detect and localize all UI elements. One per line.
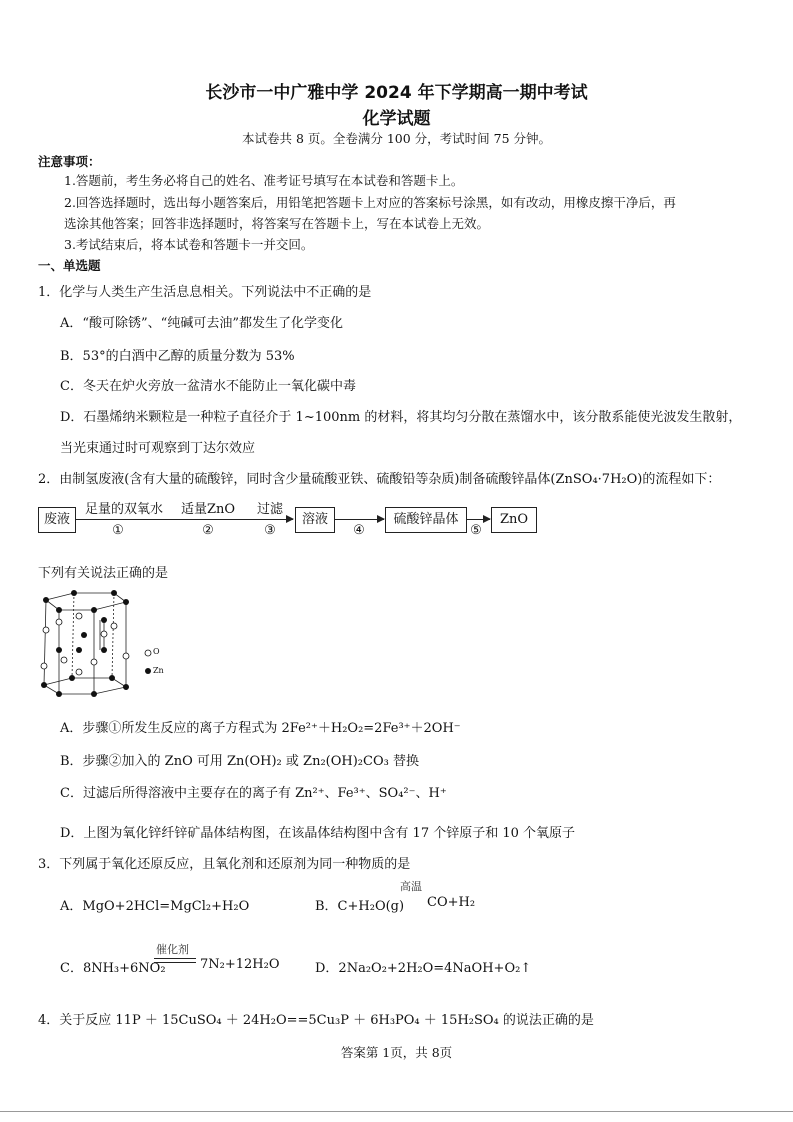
q2-option-a: A．步骤①所发生反应的离子方程式为 2Fe²⁺＋H₂O₂=2Fe³⁺＋2OH⁻ xyxy=(60,721,461,736)
flow-num-3: ③ xyxy=(264,523,276,538)
flow-arrow-main-1 xyxy=(75,519,293,520)
flow-box-crystal: 硫酸锌晶体 xyxy=(385,507,467,533)
flow-label-step1: 足量的双氧水 xyxy=(84,502,163,517)
section-heading: 一、单选题 xyxy=(38,258,101,273)
flow-arrow-main-3 xyxy=(466,519,490,520)
q3-option-b-left: B．C+H₂O(g) xyxy=(315,899,405,914)
flow-num-2: ② xyxy=(202,523,214,538)
exam-title: 长沙市一中广雅中学 2024 年下学期高一期中考试 xyxy=(205,83,588,103)
q3-option-c-left: C．8NH₃+6NO₂ xyxy=(60,961,166,976)
q3-option-a: A．MgO+2HCl=MgCl₂+H₂O xyxy=(60,899,250,914)
q1-option-a: A．“酸可除锈”、“纯碱可去油”都发生了化学变化 xyxy=(60,316,343,331)
q1-option-d: D．石墨烯纳米颗粒是一种粒子直径介于 1~100nm 的材料，将其均匀分散在蒸馏水中，该分散系能使光波发生散射， xyxy=(60,410,742,425)
flow-arrow-main-2 xyxy=(334,519,384,520)
legend-zn-label: Zn xyxy=(153,666,164,675)
q1-option-d-cont: 当光束通过时可观察到丁达尔效应 xyxy=(60,441,256,456)
note-item-1: 1.答题前，考生务必将自己的姓名、准考证号填写在本试卷和答题卡上。 xyxy=(64,173,464,188)
q1-option-b: B．53°的白酒中乙醇的质量分数为 53% xyxy=(60,349,295,364)
flow-label-step3: 过滤 xyxy=(256,502,283,517)
q1-option-c: C．冬天在炉火旁放一盆清水不能防止一氧化碳中毒 xyxy=(60,379,356,394)
q2-option-d: D．上图为氧化锌纤锌矿晶体结构图，在该晶体结构图中含有 17 个锌原子和 10 个氧原子 xyxy=(60,826,576,841)
q3-option-c-equals-sign xyxy=(154,958,196,963)
q3-option-d: D．2Na₂O₂+2H₂O=4NaOH+O₂↑ xyxy=(315,961,532,976)
q3-option-c-right: 7N₂+12H₂O xyxy=(200,957,280,972)
flow-num-4: ④ xyxy=(353,523,365,538)
flow-num-5: ⑤ xyxy=(470,523,482,538)
exam-subtitle: 化学试题 xyxy=(362,109,431,129)
flow-num-1: ① xyxy=(112,523,124,538)
q2-stem: 2．由制氢废液(含有大量的硫酸锌，同时含少量硫酸亚铁、硫酸铅等杂质)制备硫酸锌晶体(ZnSO₄·7H₂O)的流程如下： xyxy=(38,472,721,487)
q4-stem: 4．关于反应 11P ＋ 15CuSO₄ ＋ 24H₂O==5Cu₃P ＋ 6H₃PO₄ ＋ 15H₂SO₄ 的说法正确的是 xyxy=(38,1013,594,1028)
legend-o-label: O xyxy=(153,647,160,656)
flow-box-waste: 废液 xyxy=(38,507,76,533)
q2-option-c: C．过滤后所得溶液中主要存在的离子有 Zn²⁺、Fe³⁺、SO₄²⁻、H⁺ xyxy=(60,786,447,801)
flow-box-solution: 溶液 xyxy=(295,507,335,533)
crystal-structure-figure xyxy=(34,590,174,700)
notes-heading: 注意事项： xyxy=(38,154,101,169)
exam-info: 本试卷共 8 页。全卷满分 100 分，考试时间 75 分钟。 xyxy=(241,131,552,146)
note-item-2: 2.回答选择题时，选出每小题答案后，用铅笔把答题卡上对应的答案标号涂黑，如有改动，用橡皮擦干净后，再 xyxy=(64,195,676,210)
q2-option-b: B．步骤②加入的 ZnO 可用 Zn(OH)₂ 或 Zn₂(OH)₂CO₃ 替换 xyxy=(60,754,419,769)
flow-box-zno: ZnO xyxy=(491,507,537,533)
page-footer: 答案第 1页，共 8页 xyxy=(340,1045,453,1060)
q3-option-b-condition: 高温 xyxy=(400,880,422,893)
q3-option-b-right: CO+H₂ xyxy=(427,895,476,910)
note-item-2-cont: 选涂其他答案；回答非选择题时，将答案写在答题卡上，写在本试卷上无效。 xyxy=(64,216,490,231)
q3-option-c-condition: 催化剂 xyxy=(156,943,189,956)
q2-prompt: 下列有关说法正确的是 xyxy=(38,566,169,581)
q3-stem: 3．下列属于氧化还原反应，且氧化剂和还原剂为同一种物质的是 xyxy=(38,857,411,872)
q1-stem: 1．化学与人类生产生活息息相关。下列说法中不正确的是 xyxy=(38,285,372,300)
bottom-rule xyxy=(0,1111,793,1112)
note-item-3: 3.考试结束后，将本试卷和答题卡一并交回。 xyxy=(64,237,314,252)
flow-label-step2: 适量ZnO xyxy=(180,502,236,517)
